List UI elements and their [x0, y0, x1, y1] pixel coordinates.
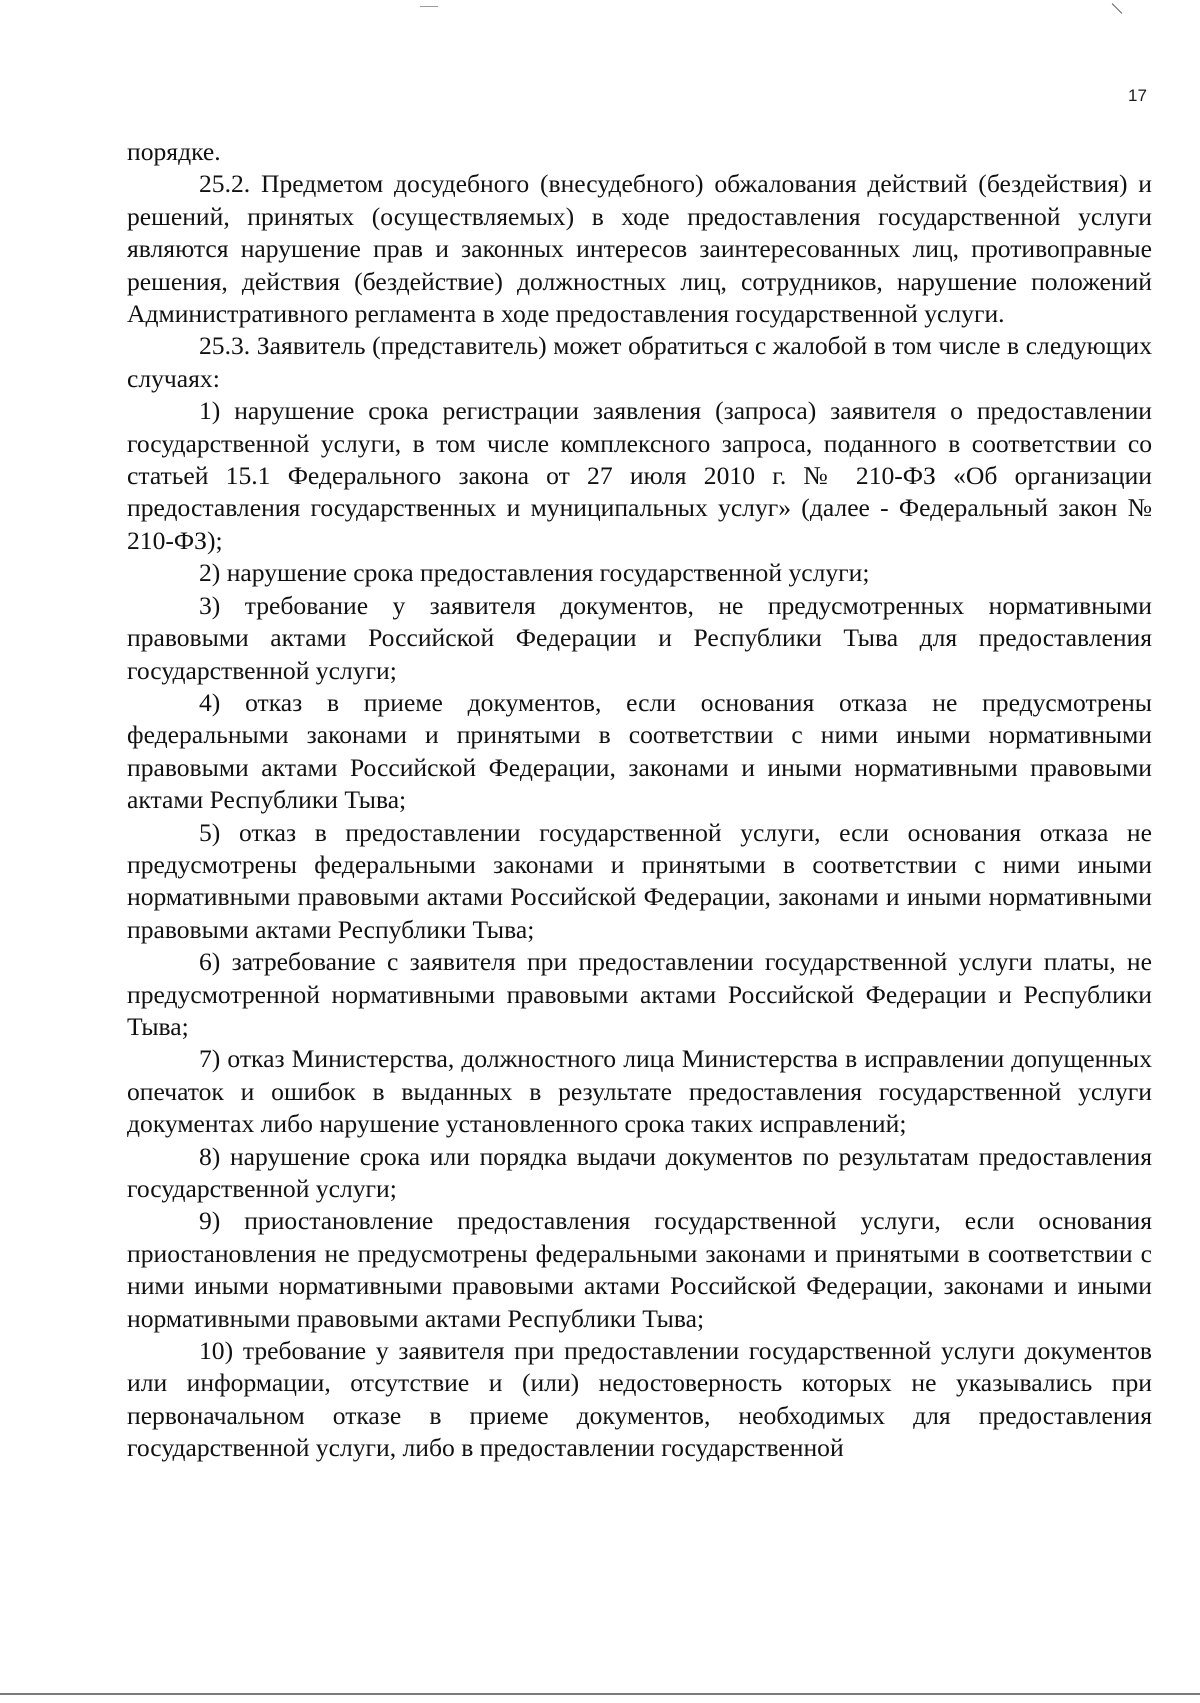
paragraph-25-2: 25.2. Предметом досудебного (внесудебного) обжалования действий (бездействия) и решений, принятых (осуществляемых) в ходе предоставления государственной услуги являются нарушение прав и законных интересов заинтересованных лиц, противоправные решения, действия (бездействие) должностных лиц, сотрудников, нарушение положений Административного регламента в ходе предоставления государственной услуги.: [127, 169, 1152, 329]
list-item-7: 7) отказ Министерства, должностного лица Министерства в исправлении допущенных опечаток и ошибок в выданных в результате предоставления государственной услуги документах либо нарушение установленного срока таких исправлений;: [127, 1044, 1152, 1139]
list-item-9: 9) приостановление предоставления государственной услуги, если основания приостановления не предусмотрены федеральными законами и принятыми в соответствии с ними иными нормативными правовыми актами Российской Федерации, законами и иными нормативными правовыми актами Республики Тыва;: [127, 1206, 1152, 1333]
paragraph-25-3: 25.3. Заявитель (представитель) может обратиться с жалобой в том числе в следующих случаях:: [127, 331, 1152, 393]
scan-artifact: [420, 6, 438, 7]
list-item-10: 10) требование у заявителя при предоставлении государственной услуги документов или информации, отсутствие и (или) недостоверность которых не указывались при первоначальном отказе в приеме документов, необходимых для предоставления государственной услуги, либо в предоставлении государственной: [127, 1336, 1152, 1463]
list-item-8: 8) нарушение срока или порядка выдачи документов по результатам предоставления государственной услуги;: [127, 1141, 1152, 1203]
document-body: [127, 136, 1152, 1465]
page-number: 17: [1128, 86, 1147, 105]
list-item-6: 6) затребование с заявителя при предоставлении государственной услуги платы, не предусмотренной нормативными правовыми актами Российской Федерации и Республики Тыва;: [127, 947, 1152, 1041]
list-item-1: 1) нарушение срока регистрации заявления (запроса) заявителя о предоставлении государственной услуги, в том числе комплексного запроса, поданного в соответствии со статьей 15.1 Федерального закона от 27 июля 2010 г. № 210-ФЗ «Об организации предоставления государственных и муниципальных услуг» (далее - Федеральный закон № 210-ФЗ);: [127, 396, 1152, 555]
list-item-3: 3) требование у заявителя документов, не предусмотренных нормативными правовыми актами Российской Федерации и Республики Тыва для предоставления государственной услуги;: [127, 590, 1152, 685]
list-item-4: 4) отказ в приеме документов, если основания отказа не предусмотрены федеральными законами и принятыми в соответствии с ними иными нормативными правовыми актами Российской Федерации, законами и иными нормативными правовыми актами Республики Тыва;: [127, 687, 1152, 815]
scan-artifact: [1112, 3, 1123, 14]
paragraph-continuation: порядке.: [127, 137, 221, 166]
scan-bottom-edge: [0, 1693, 1200, 1695]
list-item-5: 5) отказ в предоставлении государственной услуги, если основания отказа не предусмотрены федеральными законами и принятыми в соответствии с ними иными нормативными правовыми актами Российской Федерации, законами и иными нормативными правовыми актами Республики Тыва;: [127, 817, 1152, 944]
list-item-2: 2) нарушение срока предоставления государственной услуги;: [199, 558, 870, 588]
